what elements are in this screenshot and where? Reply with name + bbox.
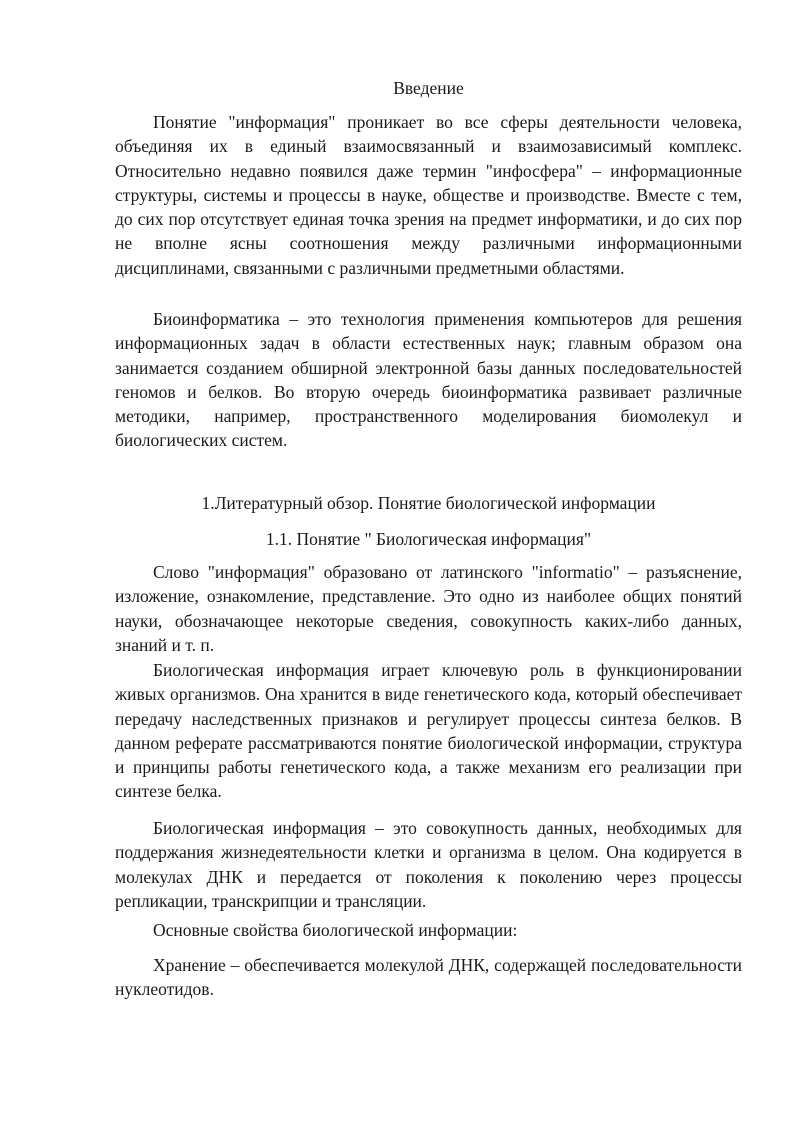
section-paragraph-4: Основные свойства биологической информации: (153, 920, 518, 940)
section-heading: 1.Литературный обзор. Понятие биологической информации (201, 493, 656, 513)
section-paragraph-3: Биологическая информация – это совокупность данных, необходимых для поддержания жизнедеятельности клетки и организма в целом. Она кодируется в молекулах ДНК и передается от поколения к поколению через процессы репликации, транскрипции и трансляции. (115, 818, 742, 911)
subsection-heading: 1.1. Понятие " Биологическая информация" (265, 529, 592, 549)
intro-paragraph-2: Биоинформатика – это технология применения компьютеров для решения информационных задач в области естественных наук; главным образом она занимается созданием обширной электронной базы данных последовательностей геномов и белков. Во вторую очередь биоинформатика развивает различные методики, например, пространственного моделирования биомолекул и биологических систем. (115, 309, 742, 451)
intro-paragraph-1: Понятие "информация" проникает во все сферы деятельности человека, объединяя их в единый взаимосвязанный и взаимозависимый комплекс. Относительно недавно появился даже термин "инфосфера" – информационные структуры, системы и процессы в науке, обществе и производстве. Вместе с тем, до сих пор отсутствует единая точка зрения на предмет информатики, и до сих пор не вполне ясны соотношения между различными информационными дисциплинами, связанными с различными предметными областями. (115, 112, 742, 278)
section-paragraph-1: Слово "информация" образовано от латинского "informatio" – разъяснение, изложение, ознакомление, представление. Это одно из наиболее общих понятий науки, обозначающее некоторые сведения, совокупность каких-либо данных, знаний и т. п. (115, 562, 742, 655)
section-paragraph-5: Хранение – обеспечивается молекулой ДНК, содержащей последовательности нуклеотидов. (115, 955, 742, 1000)
intro-heading: Введение (393, 78, 464, 98)
section-paragraph-2: Биологическая информация играет ключевую роль в функционировании живых организмов. Она хранится в виде генетического кода, который обеспечивает передачу наследственных признаков и регулирует процессы синтеза белков. В данном реферате рассматриваются понятие биологической информации, структура и принципы работы генетического кода, а также механизм его реализации при синтезе белка. (115, 660, 742, 802)
